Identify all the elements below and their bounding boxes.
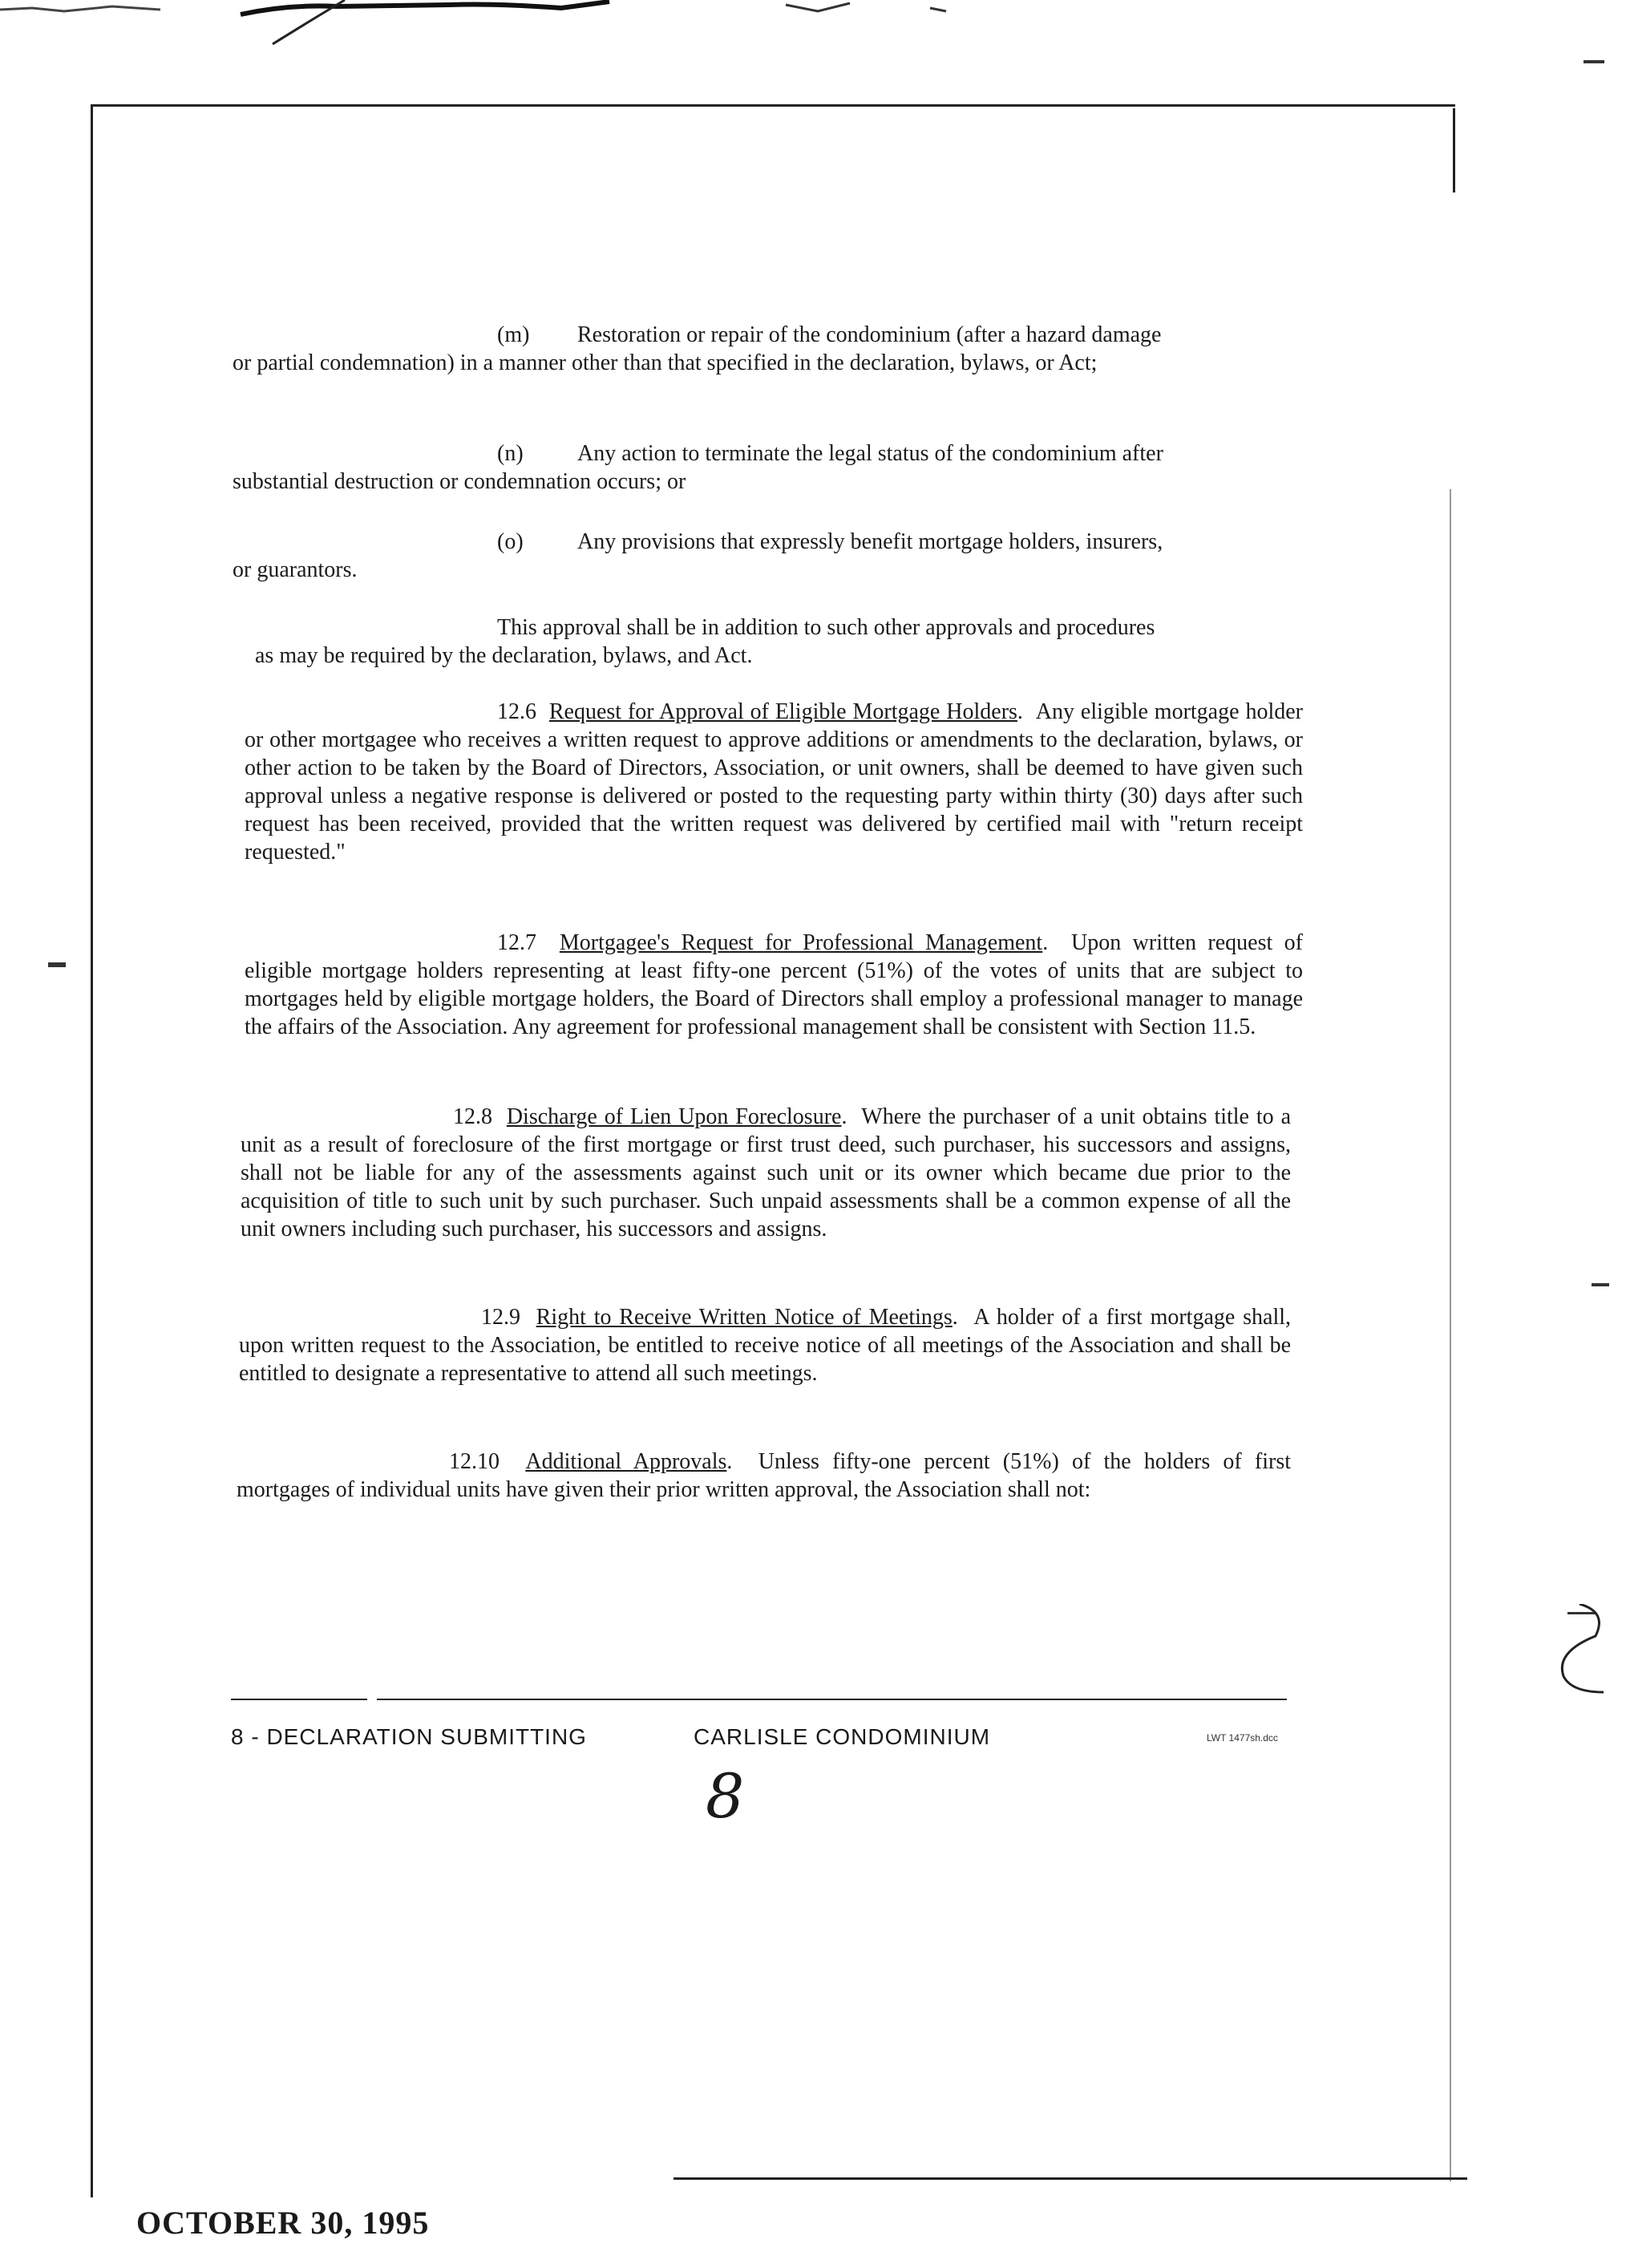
list-item-o bbox=[233, 528, 1299, 584]
section-12-6: 12.6 Request for Approval of Eligible Mortgage Holders. Any eligible mortgage holder or other mortgagee who receives a written request to approve additions or amendments to the declaration, bylaws, or other action to be taken by the Board of Directors, Association, or unit owners, shall be deemed to have given such approval unless a negative response is delivered or posted to the requesting party within thirty (30) days after such request has been received, provided that the written request was delivered by certified mail with "return receipt requested." bbox=[245, 699, 1303, 865]
page-frame-left bbox=[91, 104, 93, 2197]
section-title: Discharge of Lien Upon Foreclosure bbox=[506, 1104, 842, 1129]
margin-mark bbox=[1592, 1283, 1609, 1286]
footer-condominium-name: CARLISLE CONDOMINIUM bbox=[694, 1724, 991, 1749]
list-item-m bbox=[233, 321, 1299, 377]
margin-mark bbox=[1584, 60, 1604, 63]
margin-mark bbox=[48, 962, 66, 967]
section-12-10: 12.10 Additional Approvals. Unless fifty-one percent (51%) of the holders of first mortgages of individual units have given their prior written approval, the Association shall not: bbox=[237, 1449, 1292, 1502]
section-title: Right to Receive Written Notice of Meetings bbox=[536, 1305, 953, 1330]
list-item-label: (n) bbox=[497, 441, 524, 466]
footer-rule-left bbox=[231, 1699, 367, 1700]
section-body: Unless fifty-one percent (51%) of the holders of first mortgages of individual units have given their prior written approval, the Association shall not: bbox=[237, 1449, 1292, 1502]
list-item-first-line: (m) Restoration or repair of the condominium (after a hazard damage bbox=[497, 322, 1162, 347]
page-frame-bottom bbox=[673, 2177, 1467, 2180]
section-body: Where the purchaser of a unit obtains title to a unit as a result of foreclosure of the first mortgage or first trust deed, such purchaser, his successors and assigns, shall not be liable for any of the assessments against such unit or its owner which became due prior to the acquisition of title to such unit by such purchaser. Such unpaid assessments shall be a common expense of all the unit owners including such purchaser, his successors and assigns. bbox=[241, 1104, 1292, 1241]
list-item-text: or guarantors. bbox=[233, 557, 358, 582]
section-number: 12.7 bbox=[497, 930, 536, 955]
section-12-9: 12.9 Right to Receive Written Notice of Meetings. A holder of a first mortgage shall, upon written request to the Association, be entitled to receive notice of all meetings of the Association and shall be entitled to designate a representative to attend all such meetings. bbox=[239, 1305, 1292, 1386]
section-12-7: 12.7 Mortgagee's Request for Professional Management. Upon written request of eligible mortgage holders representing at least fifty-one percent (51%) of the votes of units that are subject to mortgages held by eligible mortgage holders, the Board of Directors shall employ a professional manager to manage the affairs of the Association. Any agreement for professional management shall be consistent with Section 11.5. bbox=[245, 930, 1304, 1039]
section-body: Any eligible mortgage holder or other mortgagee who receives a written request to approve additions or amendments to the declaration, bylaws, or other action to be taken by the Board of Directors, Association, or unit owners, shall be deemed to have given such approval unless a negative response is delivered or posted to the requesting party within thirty (30) days after such request has been received, provided that the written request was delivered by certified mail with "return receipt requested." bbox=[245, 699, 1303, 865]
list-item-n bbox=[233, 439, 1299, 496]
scan-stroke-artifact bbox=[265, 0, 353, 48]
section-title: Additional Approvals bbox=[525, 1449, 727, 1474]
list-item-first-line: (n) Any action to terminate the legal status of the condominium after bbox=[497, 441, 1163, 466]
list-item-text: substantial destruction or condemnation occurs; or bbox=[233, 469, 686, 494]
list-item-text: or partial condemnation) in a manner other than that specified in the declaration, bylaws, or Act; bbox=[233, 350, 1098, 375]
list-item-first-line: (o) Any provisions that expressly benefit mortgage holders, insurers, bbox=[497, 529, 1163, 554]
handwritten-page-number: 8 bbox=[706, 1760, 745, 1832]
section-number: 12.8 bbox=[453, 1104, 492, 1129]
section-title: Mortgagee's Request for Professional Management bbox=[559, 930, 1043, 955]
section-body: A holder of a first mortgage shall, upon written request to the Association, be entitled to receive notice of all meetings of the Association and shall be entitled to designate a representative to attend all such meetings. bbox=[239, 1305, 1292, 1386]
page-frame-right bbox=[1453, 108, 1455, 192]
section-title: Request for Approval of Eligible Mortgage Holders bbox=[548, 699, 1017, 724]
section-body: Upon written request of eligible mortgage holders representing at least fifty-one percent (51%) of the votes of units that are subject to mortgages held by eligible mortgage holders, the Board of Directors shall employ a professional manager to manage the affairs of the Association. Any agreement for professional management shall be consistent with Section 11.5. bbox=[245, 930, 1304, 1039]
section-number: 12.9 bbox=[481, 1305, 520, 1330]
section-12-8: 12.8 Discharge of Lien Upon Foreclosure. Where the purchaser of a unit obtains title to a unit as a result of foreclosure of the first mortgage or first trust deed, such purchaser, his successors and assigns, shall not be liable for any of the assessments against such unit or its owner which became due prior to the acquisition of title to such unit by such purchaser. Such unpaid assessments shall be a common expense of all the unit owners including such purchaser, his successors and assigns. bbox=[241, 1104, 1292, 1241]
date-stamp: OCTOBER 30, 1995 bbox=[136, 2205, 430, 2241]
margin-squiggle bbox=[1547, 1604, 1612, 1708]
footer-document-title: 8 - DECLARATION SUBMITTING bbox=[231, 1724, 587, 1749]
footer-file-code: LWT 1477sh.dcc bbox=[1207, 1732, 1278, 1744]
list-item-label: (m) bbox=[497, 322, 530, 347]
list-item-label: (o) bbox=[497, 529, 524, 554]
page-frame-top bbox=[92, 104, 1455, 107]
approval-note-first-line: This approval shall be in addition to such other approvals and procedures bbox=[497, 615, 1155, 640]
approval-note bbox=[255, 614, 1305, 670]
section-number: 12.6 bbox=[497, 699, 536, 724]
page-frame-right-lower bbox=[1450, 489, 1451, 2181]
scan-edge-artifact bbox=[0, 0, 1626, 18]
section-number: 12.10 bbox=[449, 1449, 500, 1474]
approval-note-rest: as may be required by the declaration, bylaws, and Act. bbox=[255, 643, 753, 668]
footer-rule-right bbox=[377, 1699, 1287, 1700]
